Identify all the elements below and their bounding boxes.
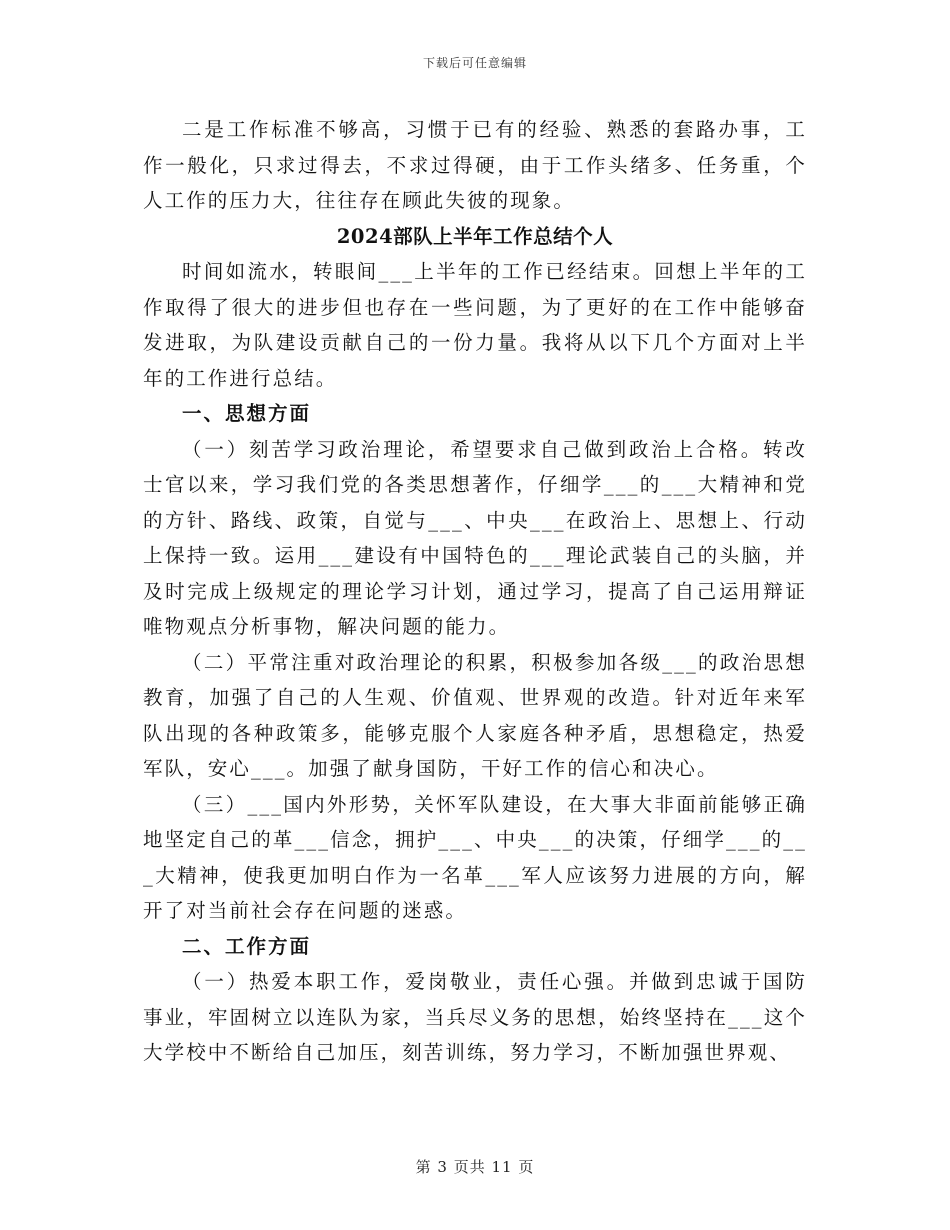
paragraph-opening: 时间如流水，转眼间___上半年的工作已经结束。回想上半年的工作取得了很大的进步但也存在一些问题，为了更好的在工作中能够奋发进取，为队建设贡献自己的一份力量。我将从以下几个方面对上半年的工作进行总结。 — [143, 260, 807, 390]
page-header-note: 下载后可任意编辑 — [422, 56, 527, 70]
paragraph-thought-2: （二）平常注重对政治理论的积累，积极参加各级___的政治思想教育，加强了自己的人生观、价值观、世界观的改造。针对近年来军队出现的各种政策多，能够克服个人家庭各种矛盾，思想稳定，热爱军队，安心___。加强了献身国防，干好工作的信心和决心。 — [143, 650, 807, 780]
section-heading-work: 二、工作方面 — [182, 934, 312, 958]
paragraph-thought-3: （三）___国内外形势，关怀军队建设，在大事大非面前能够正确地坚定自己的革___信念，拥护___、中央___的决策，仔细学___的___大精神，使我更加明白作为一名革___军人应该努力进展的方向，解开了对当前社会存在问题的迷惑。 — [143, 792, 807, 922]
page-footer-number: 第 3 页共 11 页 — [415, 1158, 535, 1176]
section-heading-thought: 一、思想方面 — [182, 402, 312, 425]
paragraph-intro: 二是工作标准不够高，习惯于已有的经验、熟悉的套路办事，工作一般化，只求过得去，不求过得硬，由于工作头绪多、任务重，个人工作的压力大，往往存在顾此失彼的现象。 — [143, 118, 807, 212]
paragraph-thought-1: （一）刻苦学习政治理论，希望要求自己做到政治上合格。转改士官以来，学习我们党的各类思想著作，仔细学___的___大精神和党的方针、路线、政策，自觉与___、中央___在政治上、思想上、行动上保持一致。运用___建设有中国特色的___理论武装自己的头脑，并及时完成上级规定的理论学习计划，通过学习，提高了自己运用辩证唯物观点分析事物，解决问题的能力。 — [143, 437, 807, 638]
paragraph-work-1: （一）热爱本职工作，爱岗敬业，责任心强。并做到忠诚于国防事业，牢固树立以连队为家，当兵尽义务的思想，始终坚持在___这个大学校中不断给自己加压，刻苦训练，努力学习，不断加强世界观、 — [143, 970, 807, 1064]
document-body — [143, 112, 807, 1071]
document-title: 2024部队上半年工作总结个人 — [336, 224, 614, 248]
